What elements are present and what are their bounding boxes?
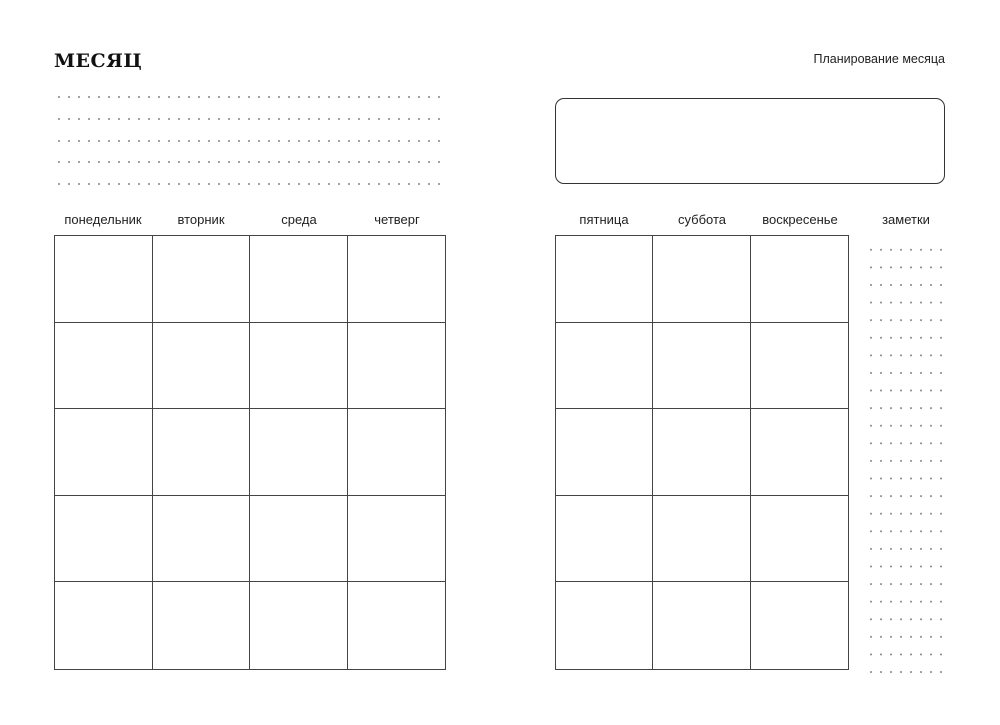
calendar-day-cell[interactable]: [55, 236, 153, 323]
calendar-day-cell[interactable]: [153, 409, 251, 496]
calendar-day-cell[interactable]: [55, 323, 153, 410]
calendar-day-cell[interactable]: [556, 409, 653, 496]
dotted-line[interactable]: [54, 183, 448, 185]
day-header-saturday: суббота: [677, 212, 727, 227]
calendar-day-cell[interactable]: [250, 236, 348, 323]
calendar-day-cell[interactable]: [751, 409, 848, 496]
dotted-line[interactable]: [54, 96, 448, 98]
calendar-day-cell[interactable]: [556, 496, 653, 583]
calendar-day-cell[interactable]: [153, 236, 251, 323]
calendar-day-cell[interactable]: [348, 323, 446, 410]
calendar-day-cell[interactable]: [556, 236, 653, 323]
notes-header: заметки: [882, 212, 930, 227]
day-header-wednesday: среда: [281, 212, 317, 227]
calendar-grid-left: [54, 235, 446, 670]
calendar-day-cell[interactable]: [55, 582, 153, 669]
page-title: МЕСЯЦ: [54, 50, 143, 72]
calendar-day-cell[interactable]: [556, 582, 653, 669]
calendar-day-cell[interactable]: [250, 582, 348, 669]
day-header-friday: пятница: [579, 212, 629, 227]
calendar-day-cell[interactable]: [653, 496, 750, 583]
day-header-monday: понедельник: [64, 212, 142, 227]
day-header-thursday: четверг: [374, 212, 420, 227]
calendar-day-cell[interactable]: [751, 236, 848, 323]
calendar-day-cell[interactable]: [153, 496, 251, 583]
calendar-grid-right: [555, 235, 849, 670]
monthly-goal-box[interactable]: [555, 98, 945, 184]
calendar-day-cell[interactable]: [250, 496, 348, 583]
calendar-day-cell[interactable]: [653, 582, 750, 669]
calendar-day-cell[interactable]: [348, 236, 446, 323]
dotted-line[interactable]: [54, 161, 448, 163]
calendar-day-cell[interactable]: [751, 582, 848, 669]
calendar-day-cell[interactable]: [653, 409, 750, 496]
notes-dot-area[interactable]: [866, 241, 948, 673]
calendar-day-cell[interactable]: [55, 496, 153, 583]
calendar-day-cell[interactable]: [348, 409, 446, 496]
dotted-line[interactable]: [54, 140, 448, 142]
day-header-sunday: воскресенье: [762, 212, 838, 227]
calendar-day-cell[interactable]: [153, 323, 251, 410]
calendar-day-cell[interactable]: [348, 496, 446, 583]
page-subtitle: Планирование месяца: [813, 52, 945, 66]
calendar-day-cell[interactable]: [556, 323, 653, 410]
calendar-day-cell[interactable]: [653, 236, 750, 323]
calendar-day-cell[interactable]: [653, 323, 750, 410]
calendar-day-cell[interactable]: [250, 409, 348, 496]
calendar-day-cell[interactable]: [348, 582, 446, 669]
day-header-tuesday: вторник: [177, 212, 225, 227]
calendar-day-cell[interactable]: [250, 323, 348, 410]
calendar-day-cell[interactable]: [751, 323, 848, 410]
calendar-day-cell[interactable]: [153, 582, 251, 669]
dotted-line[interactable]: [54, 118, 448, 120]
calendar-day-cell[interactable]: [751, 496, 848, 583]
calendar-day-cell[interactable]: [55, 409, 153, 496]
